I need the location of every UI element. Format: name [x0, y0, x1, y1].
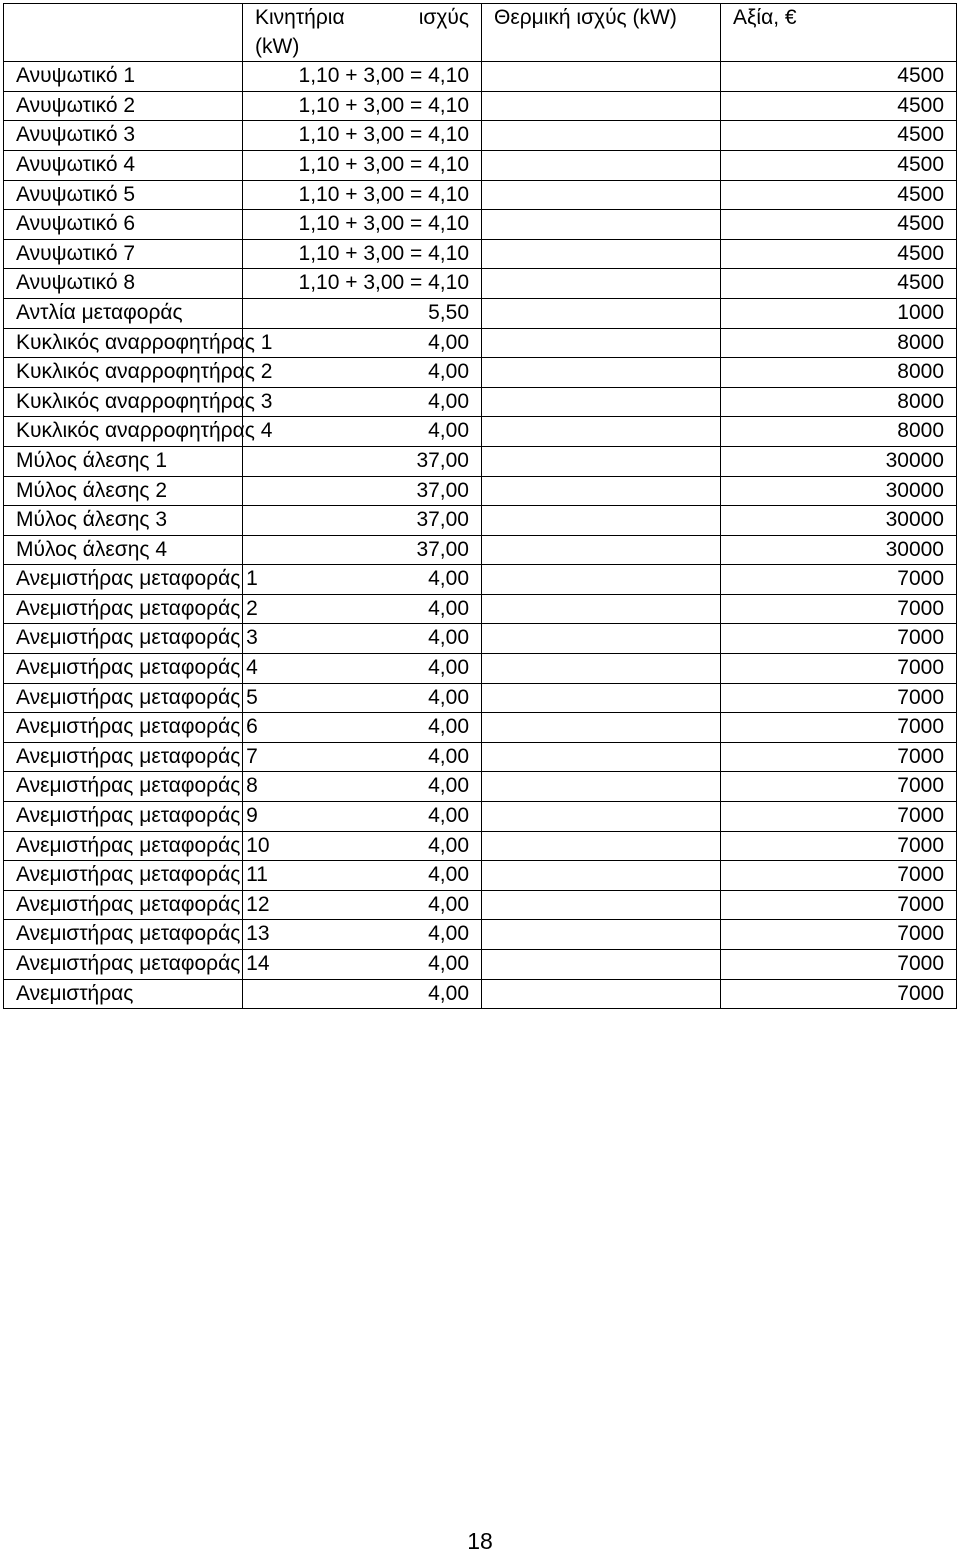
row-value: 30000 [721, 446, 957, 476]
row-value: 7000 [721, 920, 957, 950]
row-motor-power: 1,10 + 3,00 = 4,10 [243, 239, 482, 269]
table-row [4, 239, 957, 269]
table-row [4, 535, 957, 565]
row-name: Ανυψωτικό 4 [4, 150, 243, 180]
row-name: Ανεμιστήρας μεταφοράς 12 [4, 890, 243, 920]
row-motor-power: 4,00 [243, 950, 482, 980]
row-thermal-power [482, 654, 721, 684]
row-motor-power: 1,10 + 3,00 = 4,10 [243, 62, 482, 92]
row-name: Μύλος άλεσης 2 [4, 476, 243, 506]
page-number: 18 [467, 1528, 493, 1554]
table-row [4, 180, 957, 210]
row-name: Ανεμιστήρας μεταφοράς 6 [4, 713, 243, 743]
row-value: 7000 [721, 654, 957, 684]
table-row [4, 387, 957, 417]
row-name: Κυκλικός αναρροφητήρας 1 [4, 328, 243, 358]
row-motor-power: 4,00 [243, 654, 482, 684]
table-row [4, 861, 957, 891]
row-name: Ανεμιστήρας μεταφοράς 1 [4, 565, 243, 595]
row-name: Μύλος άλεσης 1 [4, 446, 243, 476]
row-thermal-power [482, 358, 721, 388]
header-name [4, 4, 243, 62]
table-row [4, 683, 957, 713]
row-value: 7000 [721, 890, 957, 920]
row-motor-power: 4,00 [243, 831, 482, 861]
row-name: Ανεμιστήρας μεταφοράς 2 [4, 594, 243, 624]
row-name: Ανυψωτικό 7 [4, 239, 243, 269]
row-value: 7000 [721, 624, 957, 654]
table-row [4, 150, 957, 180]
row-name: Ανεμιστήρας μεταφοράς 11 [4, 861, 243, 891]
table-row [4, 831, 957, 861]
row-value: 7000 [721, 683, 957, 713]
row-motor-power: 4,00 [243, 920, 482, 950]
header-motor-unit: (kW) [255, 34, 300, 58]
row-thermal-power [482, 121, 721, 151]
row-thermal-power [482, 594, 721, 624]
row-thermal-power [482, 328, 721, 358]
table-row [4, 890, 957, 920]
row-motor-power: 4,00 [243, 624, 482, 654]
table-row [4, 446, 957, 476]
row-name: Ανεμιστήρας μεταφοράς 8 [4, 772, 243, 802]
row-value: 7000 [721, 802, 957, 832]
row-name: Ανεμιστήρας μεταφοράς 13 [4, 920, 243, 950]
row-value: 7000 [721, 742, 957, 772]
row-value: 7000 [721, 950, 957, 980]
row-name: Ανεμιστήρας μεταφοράς 7 [4, 742, 243, 772]
row-thermal-power [482, 772, 721, 802]
row-value: 8000 [721, 387, 957, 417]
row-value: 30000 [721, 535, 957, 565]
row-motor-power: 1,10 + 3,00 = 4,10 [243, 91, 482, 121]
row-name: Αντλία μεταφοράς [4, 298, 243, 328]
row-value: 7000 [721, 861, 957, 891]
table-row [4, 121, 957, 151]
row-motor-power: 4,00 [243, 861, 482, 891]
row-thermal-power [482, 920, 721, 950]
row-name: Μύλος άλεσης 4 [4, 535, 243, 565]
row-thermal-power [482, 535, 721, 565]
row-thermal-power [482, 180, 721, 210]
row-value: 8000 [721, 358, 957, 388]
table-row [4, 979, 957, 1009]
row-name: Ανυψωτικό 3 [4, 121, 243, 151]
row-thermal-power [482, 742, 721, 772]
row-value: 4500 [721, 150, 957, 180]
row-name: Ανεμιστήρας μεταφοράς 14 [4, 950, 243, 980]
row-name: Κυκλικός αναρροφητήρας 4 [4, 417, 243, 447]
row-thermal-power [482, 298, 721, 328]
row-value: 4500 [721, 180, 957, 210]
row-name: Ανεμιστήρας μεταφοράς 3 [4, 624, 243, 654]
table-row [4, 950, 957, 980]
row-name: Ανυψωτικό 2 [4, 91, 243, 121]
table-row [4, 269, 957, 299]
table-row [4, 328, 957, 358]
table-row [4, 654, 957, 684]
row-thermal-power [482, 239, 721, 269]
row-thermal-power [482, 210, 721, 240]
row-value: 4500 [721, 269, 957, 299]
row-name: Ανεμιστήρας μεταφοράς 5 [4, 683, 243, 713]
row-name: Ανεμιστήρας [4, 979, 243, 1009]
table-row [4, 920, 957, 950]
row-value: 7000 [721, 831, 957, 861]
row-motor-power: 37,00 [243, 476, 482, 506]
row-motor-power: 37,00 [243, 535, 482, 565]
row-thermal-power [482, 387, 721, 417]
row-name: Κυκλικός αναρροφητήρας 2 [4, 358, 243, 388]
row-motor-power: 37,00 [243, 446, 482, 476]
row-motor-power: 4,00 [243, 890, 482, 920]
row-thermal-power [482, 683, 721, 713]
row-thermal-power [482, 890, 721, 920]
row-motor-power: 4,00 [243, 358, 482, 388]
table-row [4, 594, 957, 624]
equipment-table [3, 3, 957, 1009]
row-name: Ανεμιστήρας μεταφοράς 10 [4, 831, 243, 861]
row-value: 4500 [721, 121, 957, 151]
row-value: 4500 [721, 239, 957, 269]
row-motor-power: 4,00 [243, 713, 482, 743]
row-thermal-power [482, 91, 721, 121]
row-motor-power: 4,00 [243, 417, 482, 447]
row-value: 30000 [721, 476, 957, 506]
row-thermal-power [482, 713, 721, 743]
row-motor-power: 4,00 [243, 594, 482, 624]
row-value: 8000 [721, 417, 957, 447]
header-thermal-power: Θερμική ισχύς (kW) [482, 4, 721, 62]
row-name: Ανεμιστήρας μεταφοράς 4 [4, 654, 243, 684]
row-motor-power: 4,00 [243, 565, 482, 595]
header-value: Αξία, € [721, 4, 957, 62]
row-thermal-power [482, 979, 721, 1009]
row-value: 1000 [721, 298, 957, 328]
row-thermal-power [482, 506, 721, 536]
table-row [4, 210, 957, 240]
row-motor-power: 4,00 [243, 802, 482, 832]
table-row [4, 565, 957, 595]
table-row [4, 506, 957, 536]
row-thermal-power [482, 446, 721, 476]
row-name: Μύλος άλεσης 3 [4, 506, 243, 536]
row-motor-power: 1,10 + 3,00 = 4,10 [243, 121, 482, 151]
header-motor-word2: ισχύς [418, 6, 469, 29]
row-thermal-power [482, 802, 721, 832]
row-motor-power: 4,00 [243, 742, 482, 772]
row-name: Ανυψωτικό 8 [4, 269, 243, 299]
row-motor-power: 1,10 + 3,00 = 4,10 [243, 180, 482, 210]
table-row [4, 298, 957, 328]
row-thermal-power [482, 950, 721, 980]
row-value: 7000 [721, 594, 957, 624]
row-thermal-power [482, 150, 721, 180]
row-value: 8000 [721, 328, 957, 358]
header-row [4, 4, 957, 62]
row-motor-power: 1,10 + 3,00 = 4,10 [243, 150, 482, 180]
row-motor-power: 4,00 [243, 683, 482, 713]
row-name: Ανυψωτικό 1 [4, 62, 243, 92]
row-value: 4500 [721, 210, 957, 240]
row-value: 4500 [721, 62, 957, 92]
table-row [4, 476, 957, 506]
row-motor-power: 4,00 [243, 772, 482, 802]
row-motor-power: 4,00 [243, 328, 482, 358]
table-row [4, 802, 957, 832]
header-motor-word1: Κινητήρια [255, 6, 345, 29]
row-name: Ανεμιστήρας μεταφοράς 9 [4, 802, 243, 832]
row-value: 7000 [721, 565, 957, 595]
header-motor-power [243, 4, 482, 62]
row-value: 7000 [721, 979, 957, 1009]
table-row [4, 772, 957, 802]
row-thermal-power [482, 831, 721, 861]
row-motor-power: 5,50 [243, 298, 482, 328]
row-name: Κυκλικός αναρροφητήρας 3 [4, 387, 243, 417]
row-motor-power: 4,00 [243, 387, 482, 417]
row-motor-power: 4,00 [243, 979, 482, 1009]
row-name: Ανυψωτικό 6 [4, 210, 243, 240]
row-motor-power: 37,00 [243, 506, 482, 536]
row-thermal-power [482, 861, 721, 891]
table-row [4, 91, 957, 121]
table-row [4, 417, 957, 447]
row-thermal-power [482, 476, 721, 506]
row-value: 7000 [721, 772, 957, 802]
table-body [4, 62, 957, 1009]
row-value: 30000 [721, 506, 957, 536]
row-thermal-power [482, 565, 721, 595]
table-row [4, 62, 957, 92]
row-value: 4500 [721, 91, 957, 121]
row-motor-power: 1,10 + 3,00 = 4,10 [243, 210, 482, 240]
row-thermal-power [482, 624, 721, 654]
row-value: 7000 [721, 713, 957, 743]
table-row [4, 624, 957, 654]
row-thermal-power [482, 62, 721, 92]
table-row [4, 713, 957, 743]
row-thermal-power [482, 417, 721, 447]
row-name: Ανυψωτικό 5 [4, 180, 243, 210]
table-row [4, 742, 957, 772]
row-motor-power: 1,10 + 3,00 = 4,10 [243, 269, 482, 299]
table-row [4, 358, 957, 388]
row-thermal-power [482, 269, 721, 299]
